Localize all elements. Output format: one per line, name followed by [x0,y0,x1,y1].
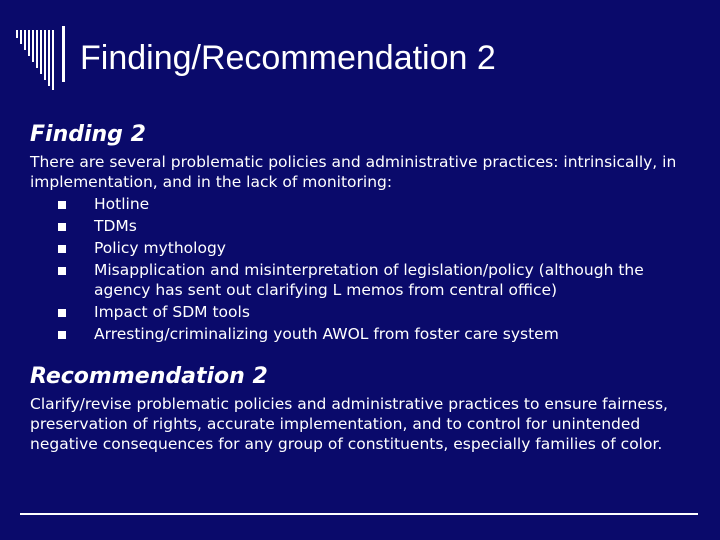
finding-intro: There are several problematic policies and administrative practices: intrinsically, in implementation, and in the lack of monitoring: [30,153,677,191]
slide-content [30,120,700,454]
bullet-text: Misapplication and misinterpretation of legislation/policy (although the agency has sent out clarifying L memos from central office) [94,261,644,299]
stripes-decoration-icon [16,30,76,100]
square-bullet-icon [58,223,66,231]
square-bullet-icon [58,201,66,209]
bullet-text: Policy mythology [94,239,226,257]
finding-heading: Finding 2 [30,122,146,147]
recommendation-heading: Recommendation 2 [30,364,268,389]
recommendation-section [30,362,700,454]
bullet-item [30,302,700,322]
finding-bullet-list [30,194,700,344]
slide-title: Finding/Recommendation 2 [80,39,496,77]
square-bullet-icon [58,267,66,275]
bullet-text: Hotline [94,195,150,213]
bullet-item [30,238,700,258]
square-bullet-icon [58,331,66,339]
square-bullet-icon [58,245,66,253]
bottom-divider [20,513,698,515]
finding-section [30,120,700,344]
bullet-item [30,260,700,300]
bullet-item [30,194,700,214]
bullet-item [30,216,700,236]
square-bullet-icon [58,309,66,317]
bullet-text: Impact of SDM tools [94,303,250,321]
bullet-text: TDMs [94,217,137,235]
bullet-item [30,324,700,344]
title-divider [62,26,65,82]
bullet-text: Arresting/criminalizing youth AWOL from foster care system [94,325,559,343]
recommendation-text: Clarify/revise problematic policies and administrative practices to ensure fairness, preservation of rights, accurate implementation, and to control for unintended negative consequences for any group of constituents, especially families of color. [30,395,668,453]
